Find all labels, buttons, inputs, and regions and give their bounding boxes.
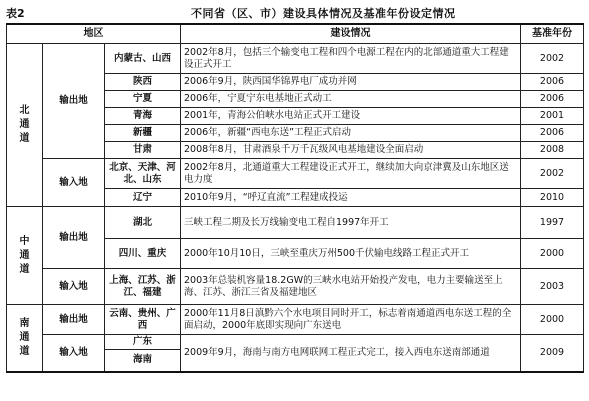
desc-cell: 2002年8月，包括三个输变电工程和四个电源工程在内的北部通道重大工程建设正式开工	[181, 44, 521, 74]
region-cell: 北通道	[7, 44, 43, 207]
year-cell: 2001	[521, 108, 584, 125]
year-cell: 2010	[521, 189, 584, 207]
desc-cell: 2003年总装机容量18.2GW的三峡水电站开始投产发电，电力主要输送至上海、江苏、浙江三省及福建地区	[181, 269, 521, 305]
province-cell: 云南、贵州、广西	[105, 305, 181, 335]
desc-cell: 2009年9月，海南与南方电网联网工程正式完工，接入西电东送南部通道	[181, 335, 521, 372]
type-cell: 输入地	[43, 335, 105, 372]
table-row	[7, 269, 584, 305]
type-cell: 输出地	[43, 44, 105, 159]
type-cell: 输出地	[43, 207, 105, 269]
desc-cell: 2000年10月10日，三峡至重庆万州500千伏输电线路工程正式开工	[181, 239, 521, 269]
year-cell: 2000	[521, 305, 584, 335]
table-row	[7, 44, 584, 74]
province-cell: 新疆	[105, 125, 181, 142]
province-cell: 陕西	[105, 74, 181, 91]
region-cell: 南通道	[7, 305, 43, 372]
province-cell: 广东	[105, 335, 181, 350]
desc-cell: 2002年8月，北通道重大工程建设正式开工，继续加大向京津冀及山东地区送电力度	[181, 159, 521, 189]
desc-cell: 2006年，宁夏宁东电基地正式动工	[181, 91, 521, 108]
desc-cell: 2008年8月，甘肃酒泉千万千瓦级风电基地建设全面启动	[181, 142, 521, 159]
province-cell: 青海	[105, 108, 181, 125]
desc-cell: 2006年9月，陕西国华锦界电厂成功并网	[181, 74, 521, 91]
desc-cell: 2010年9月，“呼辽直流”工程建成投运	[181, 189, 521, 207]
year-cell: 2006	[521, 74, 584, 91]
desc-cell: 2000年11月8日滇黔六个水电项目同时开工，标志着南通道西电东送工程的全面启动，2000年底即实现向广东送电	[181, 305, 521, 335]
table-row	[7, 305, 584, 335]
year-cell: 2006	[521, 125, 584, 142]
table-row	[7, 335, 584, 350]
table-title: 不同省（区、市）建设具体情况及基准年份设定情况	[191, 7, 456, 20]
table-number: 表2	[6, 7, 25, 20]
desc-cell: 2006年，新疆“西电东送”工程正式启动	[181, 125, 521, 142]
desc-cell: 三峡工程二期及长万线输变电工程自1997年开工	[181, 207, 521, 239]
province-cell: 甘肃	[105, 142, 181, 159]
data-table	[6, 23, 584, 373]
header-row	[7, 24, 584, 44]
table-row	[7, 159, 584, 189]
type-cell: 输入地	[43, 269, 105, 305]
province-cell: 宁夏	[105, 91, 181, 108]
province-cell: 北京、天津、河北、山东	[105, 159, 181, 189]
province-cell: 上海、江苏、浙江、福建	[105, 269, 181, 305]
year-cell: 2000	[521, 239, 584, 269]
province-cell: 湖北	[105, 207, 181, 239]
type-cell: 输出地	[43, 305, 105, 335]
type-cell: 输入地	[43, 159, 105, 207]
desc-cell: 2001年，青海公伯峡水电站正式开工建设	[181, 108, 521, 125]
year-cell: 2003	[521, 269, 584, 305]
province-cell: 辽宁	[105, 189, 181, 207]
region-cell: 中通道	[7, 207, 43, 305]
year-cell: 1997	[521, 207, 584, 239]
year-cell: 2006	[521, 91, 584, 108]
year-cell: 2008	[521, 142, 584, 159]
year-cell: 2009	[521, 335, 584, 372]
table-caption	[6, 3, 583, 21]
year-cell: 2002	[521, 159, 584, 189]
year-cell: 2002	[521, 44, 584, 74]
header-area: 地区	[7, 24, 181, 44]
header-year: 基准年份	[521, 24, 584, 44]
province-cell: 四川、重庆	[105, 239, 181, 269]
province-cell: 海南	[105, 350, 181, 372]
table-row	[7, 207, 584, 239]
province-cell: 内蒙古、山西	[105, 44, 181, 74]
header-desc: 建设情况	[181, 24, 521, 44]
